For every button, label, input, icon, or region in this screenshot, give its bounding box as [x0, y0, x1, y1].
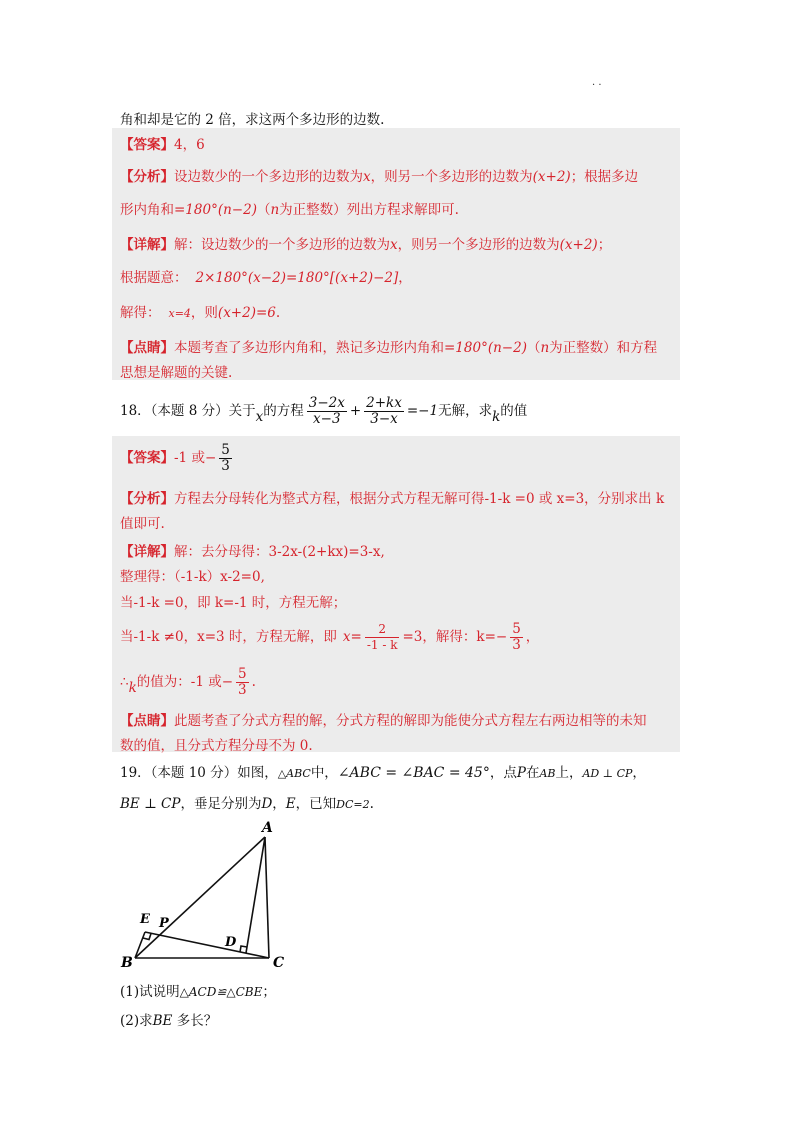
answer-tag: 【答案】 [120, 137, 174, 153]
analysis-tag: 【分析】 [120, 169, 174, 185]
segment-AD [246, 837, 265, 953]
intro-line: 角和却是它的 2 倍，求这两个多边形的边数. [120, 112, 385, 128]
comment-tag: 【点睛】 [120, 713, 174, 729]
segment-AB [135, 837, 265, 958]
segment-EC [145, 932, 269, 958]
q18-comment-line1: 【点睛】此题考查了分式方程的解，分式方程的解即为能使分式方程左右两边相等的未知 [120, 713, 647, 729]
comment-tag: 【点睛】 [120, 340, 174, 356]
label-D: D [225, 935, 237, 950]
q17-comment-line1: 【点睛】本题考查了多边形内角和，熟记多边形内角和=180°(n−2)（n为正整数）和方程 [120, 340, 658, 356]
q19-part2: (2)求BE 多长？ [120, 1013, 218, 1029]
q18-answer: 【答案】-1 或− $\frac{5}{3}$ [120, 442, 230, 474]
q18-frac2: $\frac{2+kx}{3-x}$ [366, 395, 402, 427]
q17-answer [120, 133, 205, 153]
q19-geometry-figure [115, 815, 305, 975]
q17-analysis-line1: 【分析】设边数少的一个多边形的边数为x，则另一个多边形的边数为(x+2)；根据多边 [120, 169, 639, 185]
q19-stem-line2: BE ⊥ CP，垂足分别为D，E，已知DC=2. [120, 796, 374, 812]
q18-stem: 18．（本题 8 分）关于x的方程 $\frac{3-2x}{x-3}$ + $\frac{2+kx}{3-x}$ =−1无解，求k的值 [120, 395, 528, 427]
q18-analysis-line2: 值即可. [120, 516, 165, 532]
q18-comment-line2: 数的值，且分式方程分母不为 0. [120, 738, 313, 754]
detail-tag: 【详解】 [120, 544, 174, 560]
q17-detail-line1: 【详解】解：设边数少的一个多边形的边数为x，则另一个多边形的边数为(x+2)； [120, 237, 612, 253]
detail-tag: 【详解】 [120, 237, 174, 253]
q18-detail-line2: 整理得：（-1-k）x-2=0, [120, 569, 265, 585]
header-dots: · · [592, 80, 602, 91]
q18-detail-line4: 当-1-k ≠0，x=3 时，方程无解，即 x= $\frac{2}{-1 - k}$ =3，解得：k=− $\frac{5}{3}$ ， [120, 621, 540, 653]
label-E: E [140, 912, 150, 927]
q19-stem-line1: 19．（本题 10 分）如图，△ABC中，∠ABC = ∠BAC = 45°，点P在AB上，AD ⊥ CP， [120, 765, 646, 781]
q17-detail-line3: 解得： x=4，则(x+2)=6. [120, 305, 281, 321]
q18-detail-line3: 当-1-k =0，即 k=-1 时，方程无解； [120, 595, 347, 611]
q17-analysis-line2: 形内角和=180°(n−2)（n为正整数）列出方程求解即可. [120, 202, 459, 218]
q18-analysis-line1: 【分析】方程去分母转化为整式方程，根据分式方程无解可得-1-k =0 或 x=3，分别求出 k [120, 491, 665, 507]
analysis-tag: 【分析】 [120, 491, 174, 507]
q18-conclusion: ∴k的值为：-1 或− $\frac{5}{3}$ . [120, 666, 256, 698]
segment-AC [265, 837, 269, 958]
q17-detail-line2: 根据题意： 2×180°(x−2)=180°[(x+2)−2]， [120, 270, 412, 286]
answer-tag: 【答案】 [120, 450, 174, 466]
q18-frac1: $\frac{3-2x}{x-3}$ [308, 395, 345, 427]
label-A: A [262, 820, 273, 836]
q19-part1: (1)试说明△ACD≌△CBE； [120, 984, 276, 1000]
q18-detail-line1: 【详解】解：去分母得：3-2x-(2+kx)=3-x, [120, 544, 385, 560]
answer-value: 4，6 [174, 137, 205, 153]
q17-comment-line2: 思想是解题的关键. [120, 365, 233, 381]
label-C: C [273, 955, 285, 971]
label-B: B [121, 955, 133, 971]
label-P: P [159, 916, 169, 931]
